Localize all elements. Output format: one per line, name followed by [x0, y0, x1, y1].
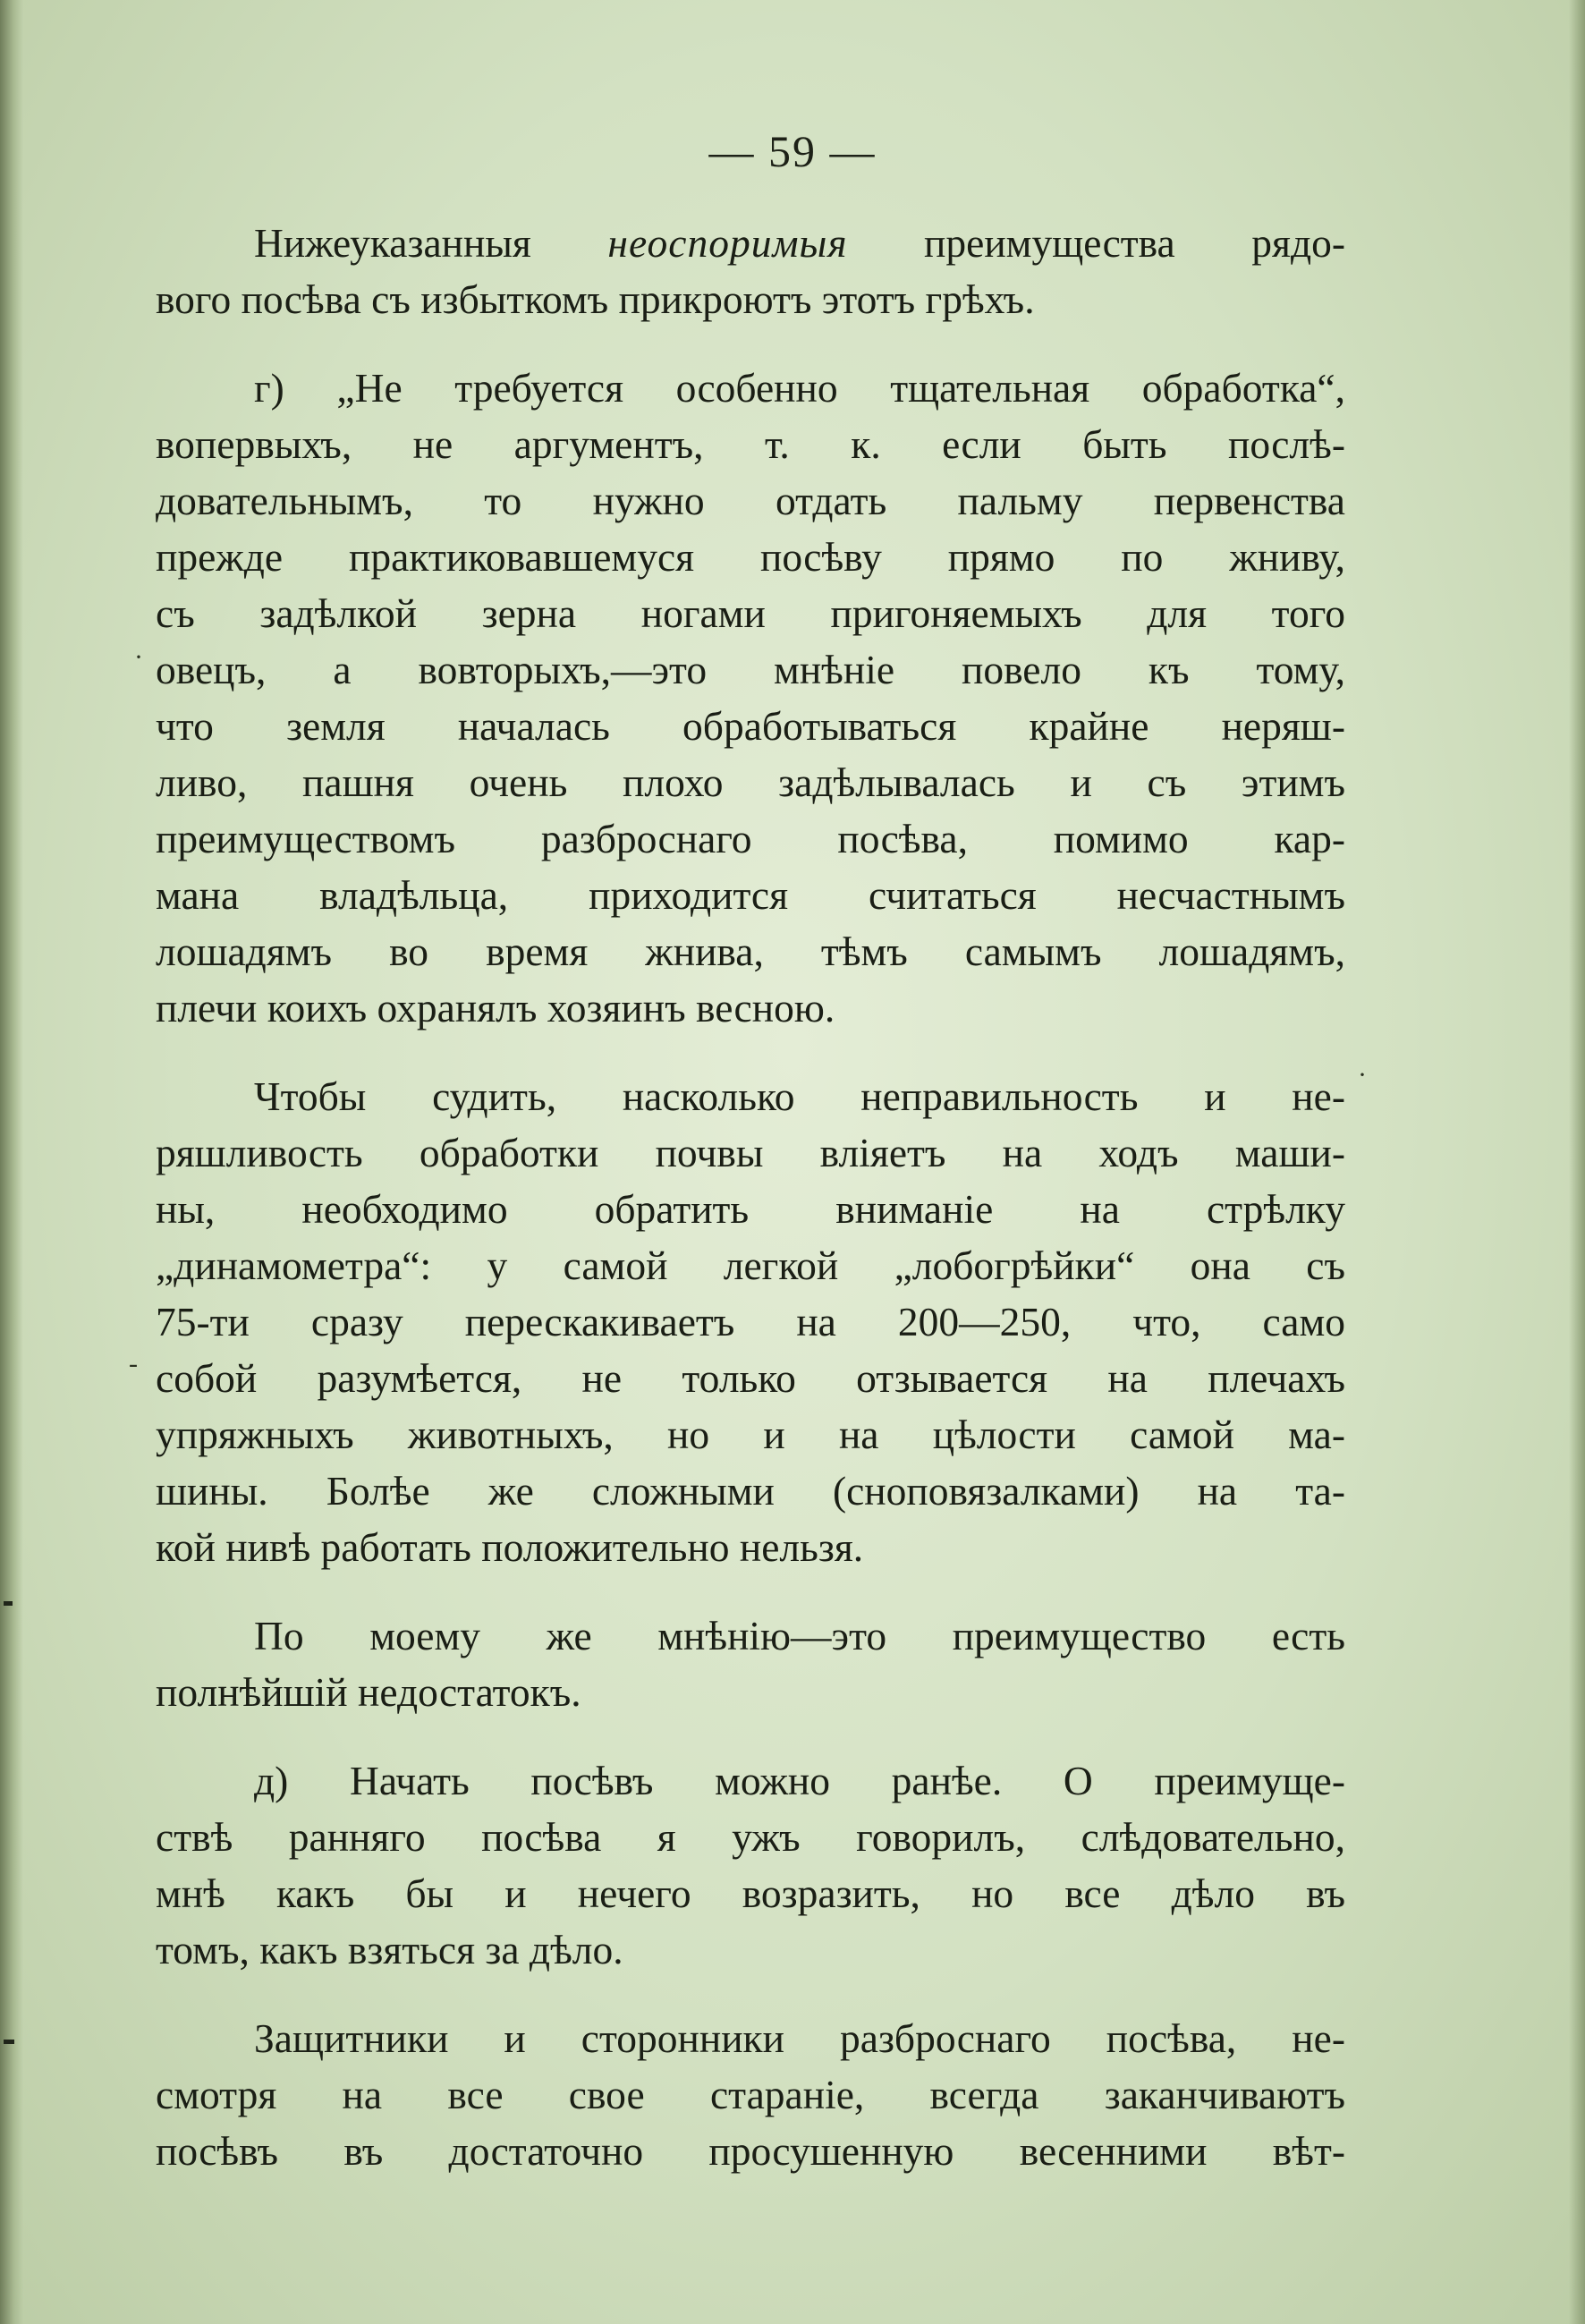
- ink-speck: ·: [134, 642, 143, 672]
- text-line: прежде практиковавшемуся посѣву прямо по жниву,: [156, 534, 1345, 580]
- text-line: По моему же мнѣнію—это преимущество есть: [254, 1613, 1345, 1658]
- text-line: посѣвъ въ достаточно просушенную весенними вѣт-: [156, 2128, 1345, 2174]
- text-line: довательнымъ, то нужно отдать пальму первенства: [156, 478, 1345, 523]
- text-line: овецъ, а вовторыхъ,—это мнѣніе повело къ тому,: [156, 647, 1345, 692]
- text-line: плечи коихъ охранялъ хозяинъ весною.: [156, 985, 835, 1031]
- text-line: полнѣйшій недостатокъ.: [156, 1669, 581, 1715]
- text-line: 75-ти сразу перескакиваетъ на 200—250, что, само: [156, 1299, 1345, 1344]
- text-line: г) „Не требуется особенно тщательная обработка“,: [254, 365, 1345, 411]
- ink-speck: ·: [1358, 1060, 1367, 1090]
- text-line: Защитники и сторонники разброснаго посѣва, не-: [254, 2015, 1345, 2061]
- text-line: шины. Болѣе же сложными (сноповязалками) на та-: [156, 1468, 1345, 1514]
- text-line: смотря на все свое стараніе, всегда заканчиваютъ: [156, 2072, 1345, 2117]
- text-line: кой нивѣ работать положительно нельзя.: [156, 1524, 864, 1570]
- margin-mark: [4, 1601, 13, 1606]
- text-line: упряжныхъ животныхъ, но и на цѣлости самой ма-: [156, 1412, 1345, 1457]
- paragraph: [156, 360, 1345, 1036]
- page-gutter-shadow: [0, 0, 23, 2324]
- text-line: ряшливость обработки почвы вліяетъ на ходъ маши-: [156, 1130, 1345, 1175]
- emphasized-word: неоспоримыя: [607, 220, 848, 266]
- text-line: ствѣ ранняго посѣва я ужъ говорилъ, слѣдовательно,: [156, 1814, 1345, 1860]
- page-edge-shadow: [1569, 0, 1585, 2324]
- text-line: собой разумѣется, не только отзывается на плечахъ: [156, 1355, 1345, 1401]
- paragraph: [156, 1752, 1345, 1978]
- page-number: — 59 —: [708, 126, 877, 176]
- text-line: „динамометра“: у самой легкой „лобогрѣйки“ она съ: [156, 1243, 1345, 1288]
- ink-speck: -: [129, 1349, 138, 1378]
- text-line: съ задѣлкой зерна ногами пригоняемыхъ для того: [156, 590, 1345, 636]
- paragraph: [156, 1068, 1345, 1575]
- text-line: ливо, пашня очень плохо задѣлывалась и съ этимъ: [156, 759, 1345, 805]
- text-line: Чтобы судить, насколько неправильность и не-: [254, 1073, 1345, 1119]
- margin-mark: [4, 2040, 14, 2044]
- text-line: мана владѣльца, приходится считаться несчастнымъ: [156, 872, 1345, 918]
- text-line: д) Начать посѣвъ можно ранѣе. О преимуще-: [254, 1758, 1345, 1803]
- paragraph: [156, 2010, 1345, 2179]
- text-line: преимуществомъ разброснаго посѣва, помимо кар-: [156, 816, 1345, 861]
- text-line: ны, необходимо обратить вниманіе на стрѣлку: [156, 1186, 1345, 1232]
- text-line: что земля началась обработываться крайне неряш-: [156, 703, 1345, 749]
- paragraph: [156, 1607, 1345, 1720]
- text-line: лошадямъ во время жнива, тѣмъ самымъ лошадямъ,: [156, 929, 1345, 974]
- text-line: Нижеуказанныя неоспоримыя преимущества рядо-: [254, 220, 1345, 266]
- text-line: вого посѣва съ избыткомъ прикроютъ этотъ грѣхъ.: [156, 276, 1035, 322]
- text-line: мнѣ какъ бы и нечего возразить, но все дѣло въ: [156, 1870, 1345, 1916]
- text-line: томъ, какъ взяться за дѣло.: [156, 1927, 623, 1972]
- text-line: вопервыхъ, не аргументъ, т. к. если быть послѣ-: [156, 421, 1345, 467]
- paragraph: [156, 215, 1345, 327]
- body-text: [156, 215, 1345, 2211]
